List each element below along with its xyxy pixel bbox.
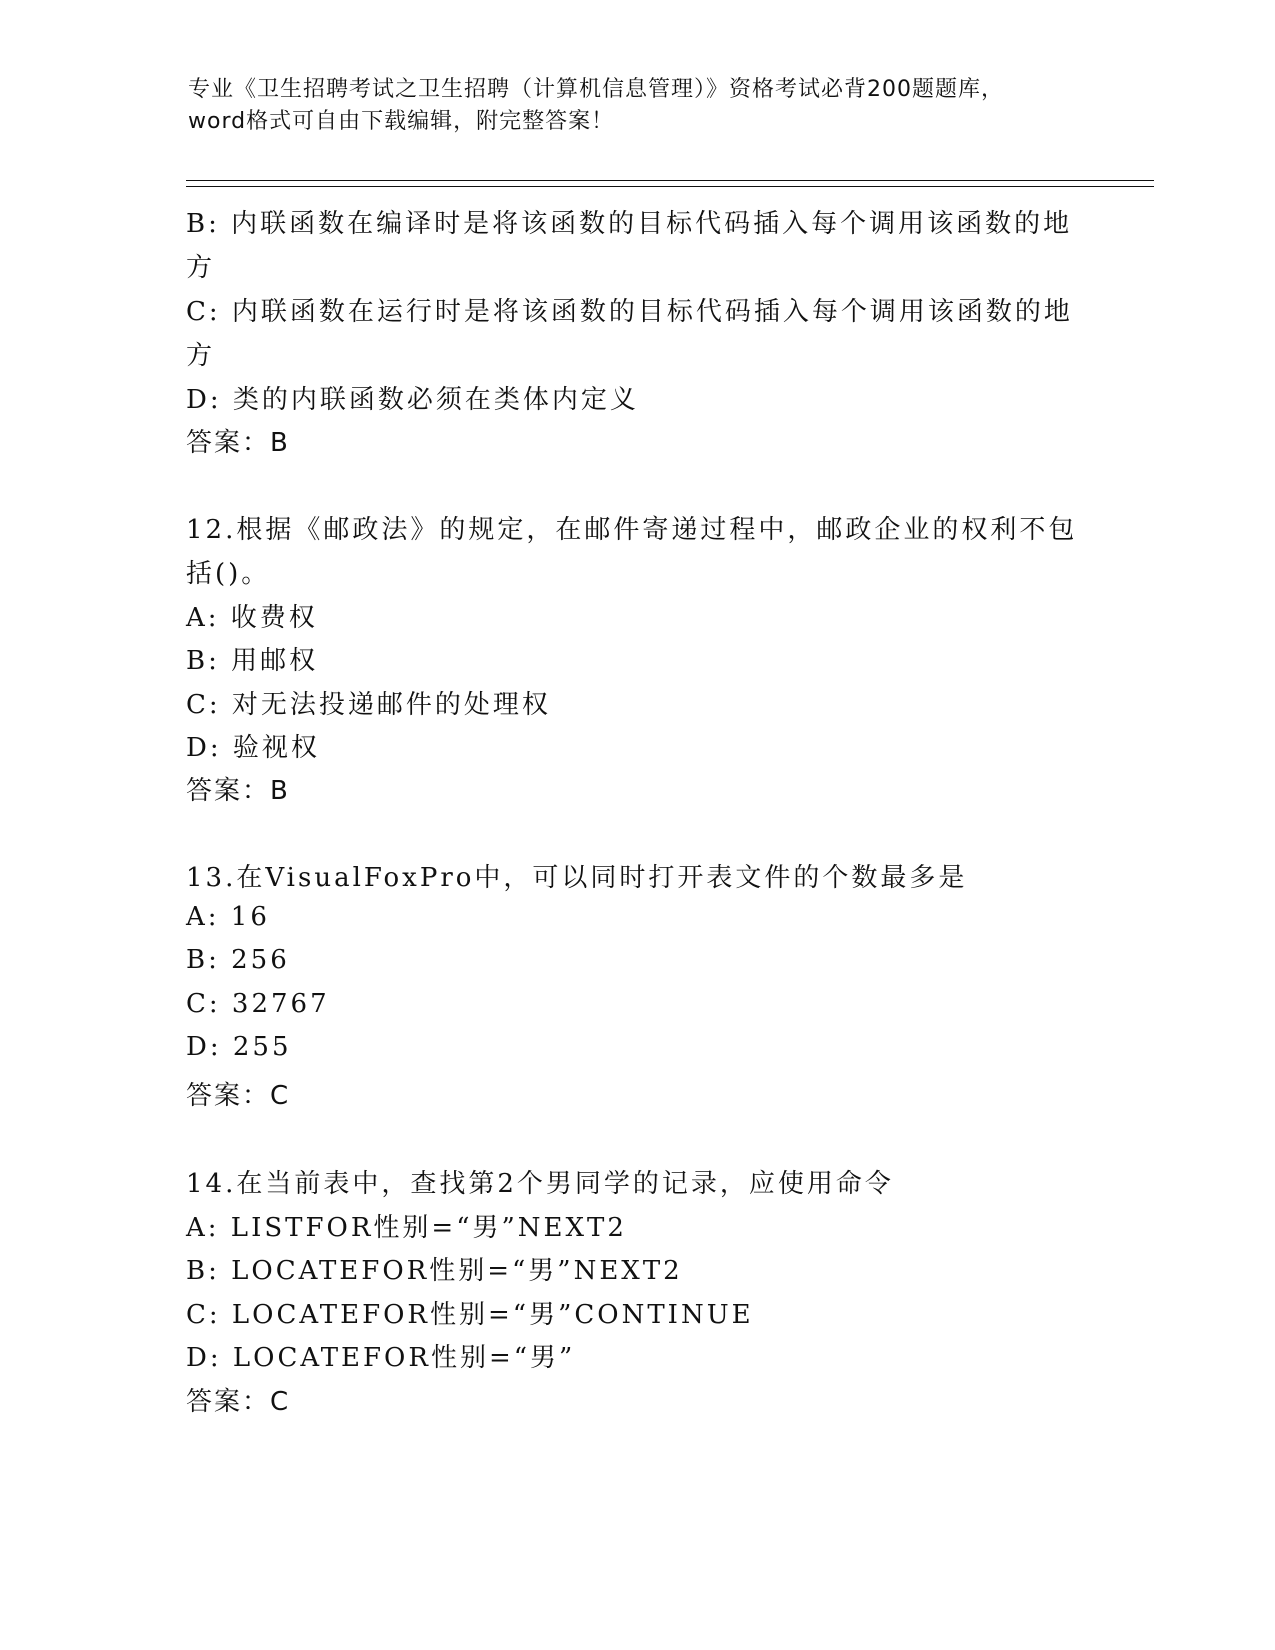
question-12-stem-wrap: 括()。: [186, 559, 271, 589]
option-c-wrap: 方: [186, 341, 216, 371]
answer: 答案：B: [186, 428, 290, 458]
question-13-option-a: A: 16: [186, 902, 270, 932]
question-13-stem: 13.在VisualFoxPro中，可以同时打开表文件的个数最多是: [186, 863, 968, 893]
question-13-option-d: D: 255: [186, 1032, 292, 1062]
header-rule-bottom: [186, 186, 1154, 187]
question-12-option-d: D: 验视权: [186, 733, 320, 763]
question-13-answer: 答案：C: [186, 1081, 291, 1111]
option-b-wrap: 方: [186, 253, 216, 283]
question-14-stem: 14.在当前表中，查找第2个男同学的记录，应使用命令: [186, 1169, 894, 1199]
question-12-answer: 答案：B: [186, 776, 290, 806]
question-14-option-b: B: LOCATEFOR性别=“男”NEXT2: [186, 1256, 683, 1286]
document-header: [188, 74, 1088, 138]
question-12-stem: 12.根据《邮政法》的规定，在邮件寄递过程中，邮政企业的权利不包: [186, 515, 1078, 545]
question-14-option-d: D: LOCATEFOR性别=“男”: [186, 1343, 576, 1373]
question-14-option-a: A: LISTFOR性别=“男”NEXT2: [186, 1213, 627, 1243]
question-14-answer: 答案：C: [186, 1387, 291, 1417]
question-13-option-c: C: 32767: [186, 989, 330, 1019]
question-12-option-c: C: 对无法投递邮件的处理权: [186, 690, 551, 720]
header-rule-top: [186, 180, 1154, 181]
question-13-option-b: B: 256: [186, 945, 290, 975]
header-line-1: 专业《卫生招聘考试之卫生招聘（计算机信息管理）》资格考试必背200题题库，: [188, 77, 1004, 102]
option-d: D: 类的内联函数必须在类体内定义: [186, 385, 639, 415]
option-b: B: 内联函数在编译时是将该函数的目标代码插入每个调用该函数的地: [186, 209, 1073, 239]
header-line-2: word格式可自由下载编辑，附完整答案！: [188, 109, 615, 134]
question-12-option-a: A: 收费权: [186, 603, 318, 633]
question-12-option-b: B: 用邮权: [186, 646, 319, 676]
question-14-option-c: C: LOCATEFOR性别=“男”CONTINUE: [186, 1300, 754, 1330]
option-c: C: 内联函数在运行时是将该函数的目标代码插入每个调用该函数的地: [186, 297, 1073, 327]
